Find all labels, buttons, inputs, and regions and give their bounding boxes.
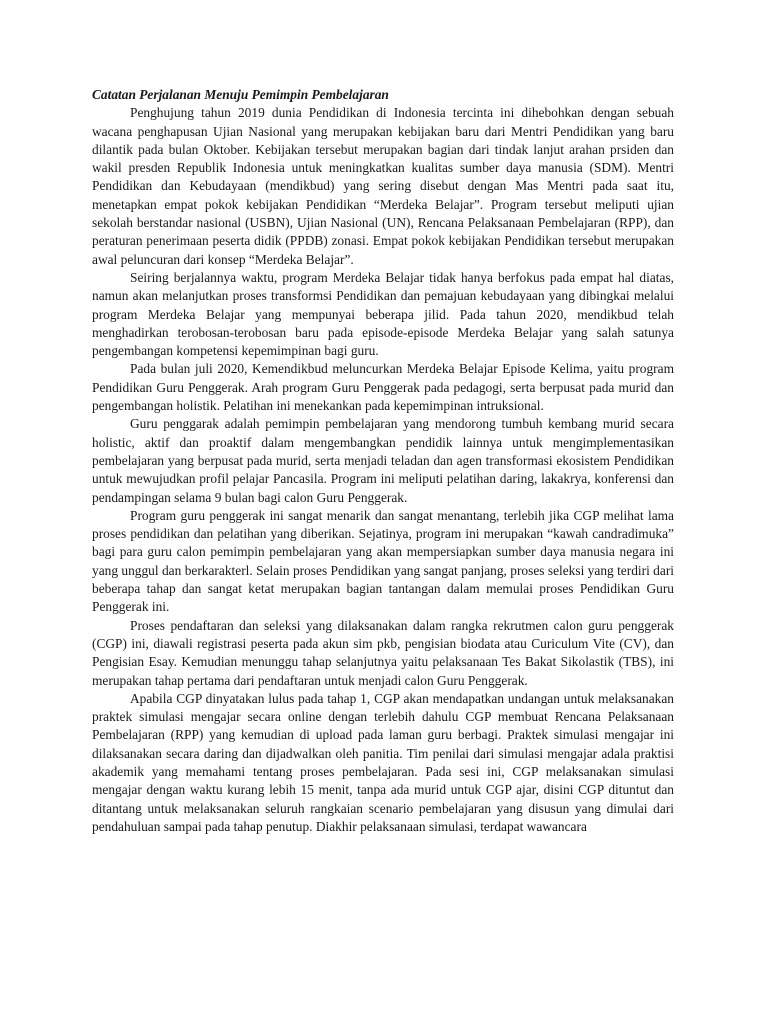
paragraph-4: Guru penggarak adalah pemimpin pembelajaran yang mendorong tumbuh kembang murid secara holistic, aktif dan proaktif dalam mengembangkan pendidik lainnya untuk mengimplementasikan pembelajaran yang berpusat pada murid, serta menjadi teladan dan agen transformasi ekosistem Pendidikan untuk mewujudkan profil pelajar Pancasila. Program ini meliputi pelatihan daring, lakakrya, konferensi dan pendampingan selama 9 bulan bagi calon Guru Penggerak. <box>92 416 674 505</box>
document-title: Catatan Perjalanan Menuju Pemimpin Pembelajaran <box>92 87 389 102</box>
document-page <box>92 86 674 836</box>
paragraph-6: Proses pendaftaran dan seleksi yang dilaksanakan dalam rangka rekrutmen calon guru penggerak (CGP) ini, diawali registrasi peserta pada akun sim pkb, pengisian biodata atau Curiculum Vite (CV), dan Pengisian Esay. Kemudian menunggu tahap selanjutnya yaitu pelaksanaan Tes Bakat Sikolastik (TBS), ini merupakan tahap pertama dari pendaftaran untuk menjadi calon Guru Penggerak. <box>92 617 674 688</box>
paragraph-1: Penghujung tahun 2019 dunia Pendidikan di Indonesia tercinta ini dihebohkan dengan sebuah wacana penghapusan Ujian Nasional yang merupakan kebijakan baru dari Mentri Pendidikan yang baru dilantik pada bulan Oktober. Kebijakan tersebut merupakan bagian dari tindak lanjut arahan prsiden dan wakil presden Republik Indonesia untuk meningkatkan kualitas sumber daya manusia (SDM). Mentri Pendidikan dan Kebudayaan (mendikbud) yang sering disebut dengan Mas Mentri pada saat itu, menetapkan empat pokok kebijakan Pendidikan “Merdeka Belajar”. Program tersebut meliputi ujian sekolah berstandar nasional (USBN), Ujian Nasional (UN), Rencana Pelaksanaan Pembelajaran (RPP), dan peraturan penerimaan peserta didik (PPDB) zonasi. Empat pokok kebijakan Pendidikan tersebut merupakan awal peluncuran dari konsep “Merdeka Belajar”. <box>92 105 674 267</box>
paragraph-7: Apabila CGP dinyatakan lulus pada tahap 1, CGP akan mendapatkan undangan untuk melaksanakan praktek simulasi mengajar secara online dengan terlebih dahulu CGP membuat Rencana Pelaksanaan Pembelajaran (RPP) yang kemudian di upload pada laman guru berbagi. Praktek simulasi mengajar ini dilaksanakan secara daring dan dijadwalkan oleh panitia. Tim penilai dari simulasi mengajar adala praktisi akademik yang memahami tentang proses pembelajaran. Pada sesi ini, CGP melaksanakan simulasi mengajar dengan waktu kurang lebih 15 menit, tanpa ada murid untuk CGP ajar, disini CGP dituntut dan ditantang untuk melaksanakan seluruh rangkaian scenario pembelajaran yang disusun yang dimulai dari pendahuluan sampai pada tahap penutup. Diakhir pelaksanaan simulasi, terdapat wawancara <box>92 690 674 834</box>
paragraph-5: Program guru penggerak ini sangat menarik dan sangat menantang, terlebih jika CGP melihat lama proses pendidikan dan pelatihan yang diberikan. Sejatinya, program ini merupakan “kawah candradimuka” bagi para guru calon pemimpin pembelajaran yang akan mempersiapkan sumber daya manusia negara ini yang unggul dan berkarakterl. Selain proses Pendidikan yang sangat panjang, proses seleksi yang terdiri dari beberapa tahap dan sangat ketat merupakan bagian tantangan dalam memulai proses Pendidikan Guru Penggerak ini. <box>92 507 674 615</box>
paragraph-2: Seiring berjalannya waktu, program Merdeka Belajar tidak hanya berfokus pada empat hal diatas, namun akan melanjutkan proses transformsi Pendidikan dan pemajuan kebudayaan yang dibingkai melalui program Merdeka Belajar yang mempunyai beberapa jilid. Pada tahun 2020, mendikbud telah menghadirkan terobosan-terobosan baru pada episode-episode Merdeka Belajar yang salah satunya pengembangan kompetensi kepemimpinan bagi guru. <box>92 269 674 359</box>
paragraph-3: Pada bulan juli 2020, Kemendikbud meluncurkan Merdeka Belajar Episode Kelima, yaitu program Pendidikan Guru Penggerak. Arah program Guru Penggerak pada pedagogi, serta berpusat pada murid dan pengembangan holistik. Pelatihan ini menekankan pada kepemimpinan intruksional. <box>92 361 674 414</box>
